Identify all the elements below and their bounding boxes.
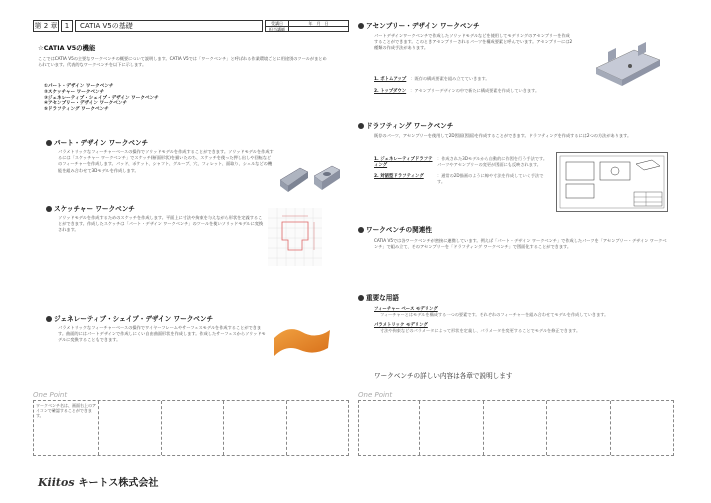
bullet-icon	[358, 123, 364, 129]
relation-heading: ワークベンチの関連性	[358, 224, 432, 234]
bullet-icon	[46, 140, 52, 146]
part-model-image	[276, 158, 342, 200]
chapter-label: 第 2 章	[34, 22, 58, 30]
bullet-icon	[46, 206, 52, 212]
assembly-image	[594, 40, 662, 86]
company-name: キートス株式会社	[78, 478, 159, 489]
method-label: 1. ボトムアップ	[374, 77, 407, 82]
solid-part-icon	[276, 158, 342, 200]
list-item: ③ジェネレーティブ・シェイプ・デザイン ワークベンチ	[44, 95, 159, 101]
gsd-text: パラメトリックなフィーチャーベースの操作でワイヤーフレームやサーフェスモデルを作成することができます。曲面的にはパートデザインで作成しにくい自由曲面形状を作成します。作成したサーフェスからソリッドモデルに変換することもできます。	[58, 325, 266, 343]
terms-heading: 重要な用語	[358, 292, 399, 302]
surface-image	[270, 320, 334, 362]
term-label: パラメトリック モデリング	[374, 322, 428, 328]
drafting-text: 既存のパーツ、アセンブリーを使用して2D図面(図面)を作成することができます。ドラフティングを作成するには2つの方法があります。	[374, 133, 632, 138]
onepoint-note: ワークベンチ名は、画面右上のアイコンで確認することができます。	[36, 403, 96, 419]
sketch-image	[268, 208, 322, 266]
list-item	[374, 173, 550, 184]
intro-text: ここではCATIA V5の主要なワークベンチの概要について説明します。CATIA V5では「ワークベンチ」と呼ばれる作業環境ごとに用途別のツールがまとめられています。代表的なワークベンチを以下に示します。	[38, 56, 327, 68]
term-item	[374, 322, 670, 334]
assembly-model-icon	[594, 40, 662, 86]
relation-text: CATIA V5では各ワークベンチが密接に連携しています。例えば「パート・デザイン ワークベンチ」で作成したパーツを「アセンブリー・デザイン ワークベンチ」で組み立て、そのアセンブリーを「ドラフティング ワークベンチ」で図面化することができます。	[374, 238, 667, 250]
meta-label-instructor: 担当講師	[266, 27, 289, 32]
assembly-heading: アセンブリー・デザイン ワークベンチ	[358, 20, 480, 30]
page-title: CATIA V5の基礎	[75, 20, 263, 32]
section-number: 1	[61, 20, 73, 32]
drawing-sheet-icon	[556, 152, 668, 212]
term-label: フィーチャー ベース モデリング	[374, 307, 438, 312]
onepoint-box-left	[33, 400, 349, 456]
closing-note: ワークベンチの詳しい内容は各章で説明します	[374, 372, 513, 380]
list-item: ④アセンブリー・デザイン ワークベンチ	[44, 101, 128, 107]
list-item	[374, 88, 594, 94]
sketcher-heading: スケッチャー ワークベンチ	[46, 203, 135, 213]
list-item	[374, 76, 594, 82]
bullet-icon	[46, 316, 52, 322]
meta-table	[265, 20, 349, 32]
bullet-icon	[358, 295, 364, 301]
assembly-text: パートデザインワークベンチで作成したソリッドモデルなどを使用してモデリングのアセンブリーを作成することができます。このときアセンブリーされるパーツを構成要素と呼んでいます。アセンブリーには2種類の作成手法があります。	[374, 33, 573, 51]
method-desc: ：作成された3Dモデルから自動的に作図を行う手法です。パーツやアセンブリーの変更が図面にも反映されます。	[437, 156, 548, 167]
list-item: ⑤ドラフティング ワークベンチ	[44, 107, 109, 113]
part-design-heading: パート・デザイン ワークベンチ	[46, 137, 148, 147]
bullet-icon	[358, 23, 364, 29]
assembly-method-list	[374, 76, 594, 94]
drafting-heading: ドラフティング ワークベンチ	[358, 120, 453, 130]
term-desc: 寸法や拘束などのパラメータによって形状を定義し、パラメータを変更することでモデルを修正できます。	[380, 327, 581, 333]
term-desc: フィーチャーとはモデルを構成する一つの要素です。それぞれのフィーチャーを組み合わせてモデルを作成していきます。	[380, 312, 609, 317]
method-label: 2. 対話型ドラフティング	[374, 174, 424, 179]
onepoint-label-right: One Point	[358, 391, 393, 399]
intro-heading: ☆CATIA V5の機能	[38, 44, 96, 52]
part-design-text: パラメトリックなフィーチャーベースの操作でソリッドモデルを作成することができます。ソリッドモデルを作成するには「スケッチャー ワークベンチ」でスケッチ(断面形状)を描いたのち、スケッチを使った押し出しや回転などのフィーチャーを作成します。パッド、ポケット、シャフト、グルーブ、穴、フィレット、面取り、シェルなどの機能を組み合わせて3Dモデルを作成します。	[58, 149, 274, 173]
method-desc: ：既存の構成要素を組み立てていきます。	[410, 76, 490, 81]
sketcher-text: ソリッドモデルを作成するためのスケッチを作成します。平面上に寸法や拘束を与えながら形状を定義することができます。作成したスケッチは「パート・デザイン ワークベンチ」のツールを使いソリッドモデルに変換されます。	[58, 215, 264, 233]
surface-shape-icon	[270, 320, 334, 362]
meta-label-date: 受講日	[266, 21, 289, 26]
method-label: 2. トップダウン	[374, 89, 407, 94]
list-item: ②スケッチャー ワークベンチ	[44, 89, 105, 95]
drafting-method-list	[374, 156, 550, 184]
gsd-heading: ジェネレーティブ・シェイプ・デザイン ワークベンチ	[46, 313, 213, 323]
workbench-list	[44, 84, 244, 113]
company-footer	[38, 474, 158, 489]
sketch-grid-icon	[268, 208, 322, 266]
drawing-image	[556, 152, 668, 212]
onepoint-label-left: One Point	[33, 391, 68, 399]
term-item	[374, 306, 670, 318]
company-logo: Kiitos	[38, 476, 75, 489]
list-item: ①パート・デザイン ワークベンチ	[44, 84, 114, 89]
onepoint-box-right	[358, 400, 674, 456]
method-desc: ：通常の2D描画のように線や寸法を作成していく手法です。	[437, 173, 544, 184]
list-item	[374, 156, 550, 168]
meta-value-date: 年 月 日	[308, 21, 329, 26]
method-label: 1. ジェネレーティブドラフティング	[374, 157, 433, 168]
terms-list	[374, 306, 670, 333]
bullet-icon	[358, 227, 364, 233]
method-desc: ：アセンブリーデザインの中で新たに構成要素を作成していきます。	[410, 88, 540, 93]
